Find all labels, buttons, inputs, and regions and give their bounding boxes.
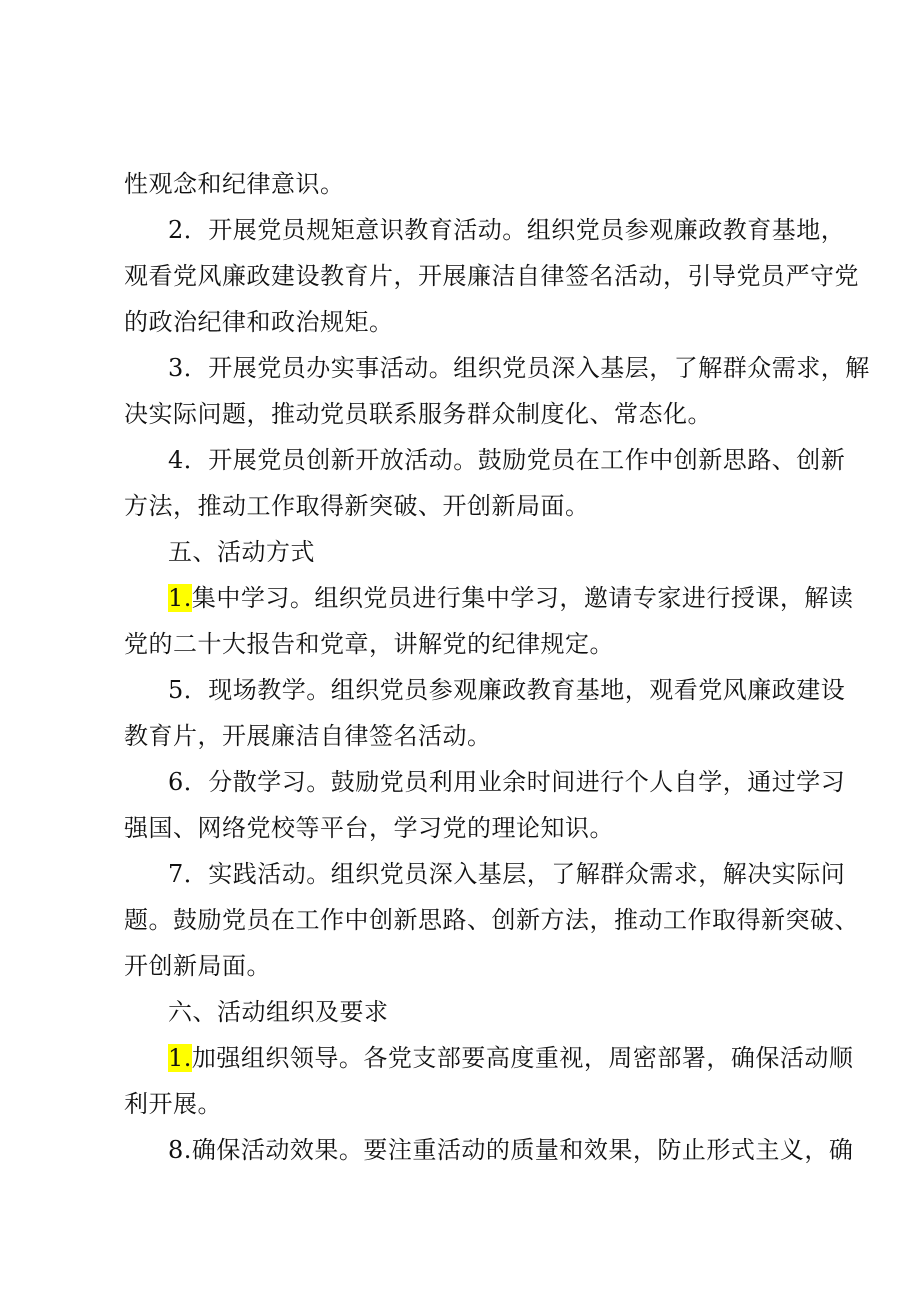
text-line: [168, 667, 920, 713]
line-text: 集中学习。组织党员进行集中学习，邀请专家进行授课，解读: [191, 584, 854, 612]
text-line: [124, 943, 920, 989]
text-line: [168, 1127, 920, 1173]
heading-text: 五、活动方式: [168, 538, 315, 566]
line-text: 利开展。: [124, 1090, 222, 1118]
text-line: [168, 1035, 920, 1081]
text-line: [168, 345, 920, 391]
line-text: 3．开展党员办实事活动。组织党员深入基层，了解群众需求，解: [168, 354, 870, 382]
line-text: 观看党风廉政建设教育片，开展廉洁自律签名活动，引导党员严守党: [124, 262, 859, 290]
text-line: [124, 299, 920, 345]
heading-text: 六、活动组织及要求: [168, 998, 389, 1026]
text-line: [124, 621, 920, 667]
line-text: 6．分散学习。鼓励党员利用业余时间进行个人自学，通过学习: [168, 768, 846, 796]
text-line: [168, 851, 920, 897]
line-text: 8.确保活动效果。要注重活动的质量和效果，防止形式主义，确: [168, 1136, 854, 1164]
line-text: 性观念和纪律意识。: [124, 170, 345, 198]
line-text: 5．现场教学。组织党员参观廉政教育基地，观看党风廉政建设: [168, 676, 846, 704]
text-line: [124, 253, 920, 299]
line-text: 教育片，开展廉洁自律签名活动。: [124, 722, 492, 750]
highlighted-number: 1.: [168, 584, 192, 612]
line-text: 开创新局面。: [124, 952, 271, 980]
text-line: [168, 759, 920, 805]
line-text: 4．开展党员创新开放活动。鼓励党员在工作中创新思路、创新: [168, 446, 846, 474]
highlighted-number: 1.: [168, 1044, 192, 1072]
text-line: [124, 1081, 920, 1127]
section-heading: [168, 989, 920, 1035]
line-text: 决实际问题，推动党员联系服务群众制度化、常态化。: [124, 400, 712, 428]
text-line: [124, 161, 920, 207]
line-text: 2．开展党员规矩意识教育活动。组织党员参观廉政教育基地，: [168, 216, 846, 244]
text-line: [168, 437, 920, 483]
line-text: 强国、网络党校等平台，学习党的理论知识。: [124, 814, 614, 842]
text-line: [124, 805, 920, 851]
line-text: 加强组织领导。各党支部要高度重视，周密部署，确保活动顺: [191, 1044, 854, 1072]
text-line: [124, 391, 920, 437]
text-line: [124, 483, 920, 529]
line-text: 的政治纪律和政治规矩。: [124, 308, 394, 336]
text-line: [168, 207, 920, 253]
text-line: [124, 713, 920, 759]
line-text: 方法，推动工作取得新突破、开创新局面。: [124, 492, 590, 520]
section-heading: [168, 529, 920, 575]
text-line: [124, 897, 920, 943]
line-text: 题。鼓励党员在工作中创新思路、创新方法，推动工作取得新突破、: [124, 906, 859, 934]
text-line: [168, 575, 920, 621]
line-text: 党的二十大报告和党章，讲解党的纪律规定。: [124, 630, 614, 658]
line-text: 7．实践活动。组织党员深入基层，了解群众需求，解决实际问: [168, 860, 846, 888]
